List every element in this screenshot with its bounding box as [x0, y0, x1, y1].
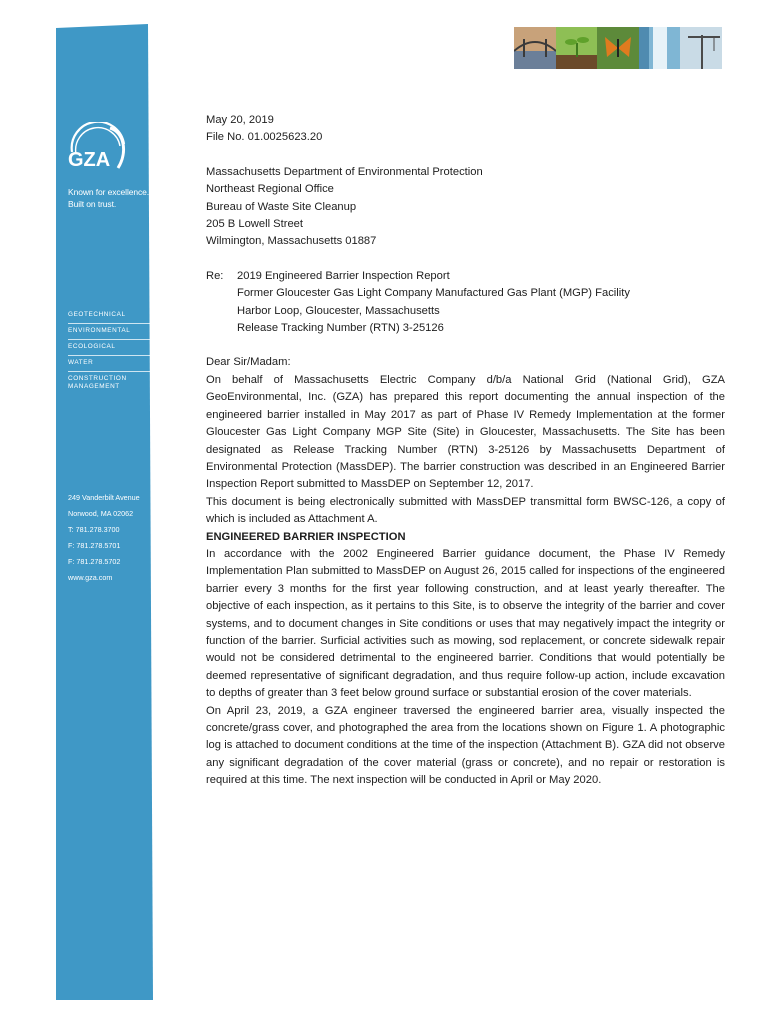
recipient-line: Massachusetts Department of Environmental Protection — [206, 165, 483, 178]
service-item: ENVIRONMENTAL — [68, 326, 154, 340]
tagline-line: Built on trust. — [68, 199, 117, 209]
seedling-photo — [556, 27, 598, 69]
intro-paragraph: On behalf of Massachusetts Electric Company d/b/a National Grid (National Grid), GZA GeoEnvironmental, Inc. (GZA) has prepared this report documenting the annual inspection of the engineered barrier installed in May 2017 as part of Phase IV Remedy Implementation at the former Gloucester Gas Light Company MGP Site (Site) in Gloucester, Massachusetts. The Site has been designated as Release Tracking Number (RTN) 3-25126 by Massachusetts Department of Environmental Protection (MassDEP). The barrier construction was described in an Engineered Barrier Inspection Report submitted to MassDEP on September 12, 2017. — [206, 373, 725, 491]
tagline-line: Known for excellence. — [68, 187, 150, 197]
fax-line: F: 781.278.5701 — [68, 541, 121, 550]
recipient-address — [206, 164, 725, 251]
service-item: CONSTRUCTION MANAGEMENT — [68, 375, 127, 390]
fax-line: F: 781.278.5702 — [68, 557, 121, 566]
tagline — [68, 186, 149, 210]
service-item: ECOLOGICAL — [68, 342, 154, 356]
letter-date: May 20, 2019 — [206, 114, 274, 126]
date-block — [206, 112, 725, 147]
subject-lines — [237, 268, 725, 338]
subject-block — [206, 268, 725, 338]
section-heading: ENGINEERED BARRIER INSPECTION — [206, 530, 406, 543]
header-photo-strip — [514, 27, 722, 69]
address-line: 249 Vanderbilt Avenue — [68, 493, 140, 502]
service-item: WATER — [68, 358, 154, 372]
file-number: File No. 01.0025623.20 — [206, 131, 323, 144]
city-line: Norwood, MA 02062 — [68, 509, 134, 518]
recipient-line: 205 B Lowell Street — [206, 218, 304, 231]
findings-paragraph: On April 23, 2019, a GZA engineer traversed the engineered barrier area, visually inspected the concrete/grass cover, and photographed the area from the locations shown on Figure 1. A photographic log is attached to document conditions at the time of the inspection (Attachment B). GZA did not observe any significant degradation of the cover material (grass or concrete), and no repair or restoration is required at this time. The next inspection will be conducted in April or May 2020. — [206, 704, 725, 787]
recipient-line: Bureau of Waste Site Cleanup — [206, 200, 357, 213]
inspection-paragraph: In accordance with the 2002 Engineered Barrier guidance document, the Phase IV Remedy Implementation Plan submitted to MassDEP on August 26, 2015 called for inspections of the engineered barrier every 3 months for the first year following construction, and at least yearly thereafter. The objective of each inspection, as it pertains to this Site, is to observe the integrity of the barrier and cover systems, and to document changes in Site conditions or uses that may negatively impact the integrity or function of the barrier. Surficial activities such as mowing, sod replacement, or concrete sidewalk repair would not be considered detrimental to the engineered barrier. Conditions that would potentially be deemed representative of significant degradation, and thus require follow-up action, include excavation to depths of greater than 3 feet below ground surface or substantial erosion of the cover materials. — [206, 547, 725, 700]
re-label: Re: — [206, 269, 224, 282]
recipient-line: Wilmington, Massachusetts 01887 — [206, 235, 377, 248]
salutation: Dear Sir/Madam: — [206, 356, 291, 369]
subject-line: Former Gloucester Gas Light Company Manufactured Gas Plant (MGP) Facility — [237, 287, 630, 300]
recipient-line: Northeast Regional Office — [206, 183, 334, 196]
waterfall-photo — [639, 27, 681, 69]
subject-line: 2019 Engineered Barrier Inspection Report — [237, 269, 450, 282]
phone-line: T: 781.278.3700 — [68, 525, 120, 534]
bridge-photo — [514, 27, 556, 69]
contact-info — [68, 490, 140, 586]
crane-photo — [680, 27, 722, 69]
butterfly-photo — [597, 27, 639, 69]
services-list — [68, 310, 154, 397]
logo-text: GZA — [68, 149, 111, 171]
subject-line: Harbor Loop, Gloucester, Massachusetts — [237, 304, 440, 317]
submission-paragraph: This document is being electronically submitted with MassDEP transmittal form BWSC-126, a copy of which is included as Attachment A. — [206, 495, 725, 526]
letter-body — [206, 112, 725, 790]
service-item: GEOTECHNICAL — [68, 310, 154, 324]
gza-logo — [62, 122, 132, 178]
website-link[interactable]: www.gza.com — [68, 573, 113, 582]
subject-line: Release Tracking Number (RTN) 3-25126 — [237, 322, 444, 335]
